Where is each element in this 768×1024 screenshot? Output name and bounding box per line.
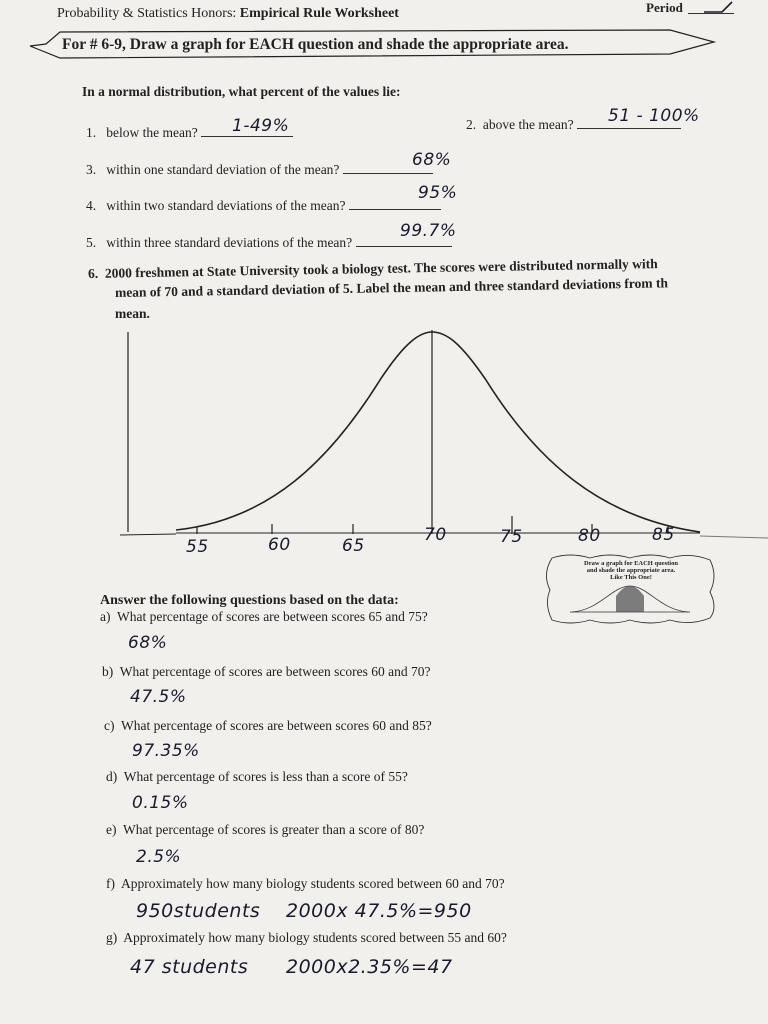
subquestion-letter: b): [102, 664, 114, 679]
question-text: within one standard deviation of the mean?: [106, 162, 340, 177]
question-text: below the mean?: [106, 125, 198, 140]
subquestion-text: Approximately how many biology students scored between 60 and 70?: [121, 876, 505, 891]
subquestion-letter: a): [100, 609, 111, 624]
worksheet-header: [57, 6, 399, 22]
banner-instruction: For # 6-9, Draw a graph for EACH question and shade the appropriate area.: [62, 36, 569, 53]
question-number: 5.: [86, 235, 97, 250]
answer-2: 51 - 100%: [608, 106, 700, 126]
axis-label-75: 75: [500, 527, 523, 547]
answer-f: 950students: [136, 900, 261, 922]
answer-g: 47 students: [130, 956, 249, 978]
subquestion-letter: f): [106, 876, 115, 891]
answer-4: 95%: [418, 183, 458, 203]
intro-prompt: In a normal distribution, what percent of the values lie:: [82, 84, 401, 99]
question-text: above the mean?: [482, 117, 574, 132]
work-f: 2000x 47.5%=950: [286, 900, 472, 922]
subquestion-a: [100, 609, 428, 625]
subquestion-f: [106, 876, 505, 892]
question-3: [86, 159, 433, 178]
period-label: Period: [646, 0, 683, 15]
subquestion-g: [106, 930, 507, 946]
axis-label-80: 80: [578, 526, 601, 546]
answer-d: 0.15%: [132, 793, 189, 813]
subquestion-text: What percentage of scores are between scores 60 and 85?: [121, 718, 432, 733]
question-number: 4.: [86, 198, 97, 213]
axis-label-55: 55: [186, 537, 209, 557]
axis-label-65: 65: [342, 536, 365, 556]
answer-3: 68%: [412, 150, 452, 170]
subquestion-text: What percentage of scores is less than a score of 55?: [123, 769, 408, 784]
answer-heading: Answer the following questions based on the data:: [100, 593, 399, 608]
question-number: 6.: [87, 265, 99, 281]
question-text: 2000 freshmen at State University took a biology test. The scores were distributed normally with: [104, 256, 658, 281]
subquestion-text: What percentage of scores are between scores 65 and 75?: [117, 609, 428, 624]
subquestion-e: [106, 822, 424, 838]
example-caption-line-3: Like This One!: [610, 574, 652, 581]
example-caption-line-1: Draw a graph for EACH question: [584, 560, 678, 567]
subquestion-d: [106, 769, 408, 785]
question-6-line-3: mean.: [115, 306, 150, 321]
question-number: 2.: [466, 117, 477, 132]
worksheet-title: Empirical Rule Worksheet: [239, 6, 399, 21]
subquestion-c: [104, 718, 432, 734]
answer-c: 97.35%: [132, 741, 200, 761]
subquestion-letter: d): [106, 769, 118, 784]
subquestion-text: What percentage of scores are between scores 60 and 70?: [119, 664, 431, 679]
subquestion-letter: e): [106, 822, 117, 837]
question-number: 3.: [86, 162, 97, 177]
course-name: Probability & Statistics Honors:: [57, 6, 237, 21]
work-g: 2000x2.35%=47: [286, 956, 453, 978]
question-text: within three standard deviations of the mean?: [106, 235, 353, 250]
answer-5: 99.7%: [400, 221, 457, 241]
axis-label-70: 70: [424, 525, 447, 545]
subquestion-letter: c): [104, 718, 115, 733]
axis-label-85: 85: [652, 525, 675, 545]
question-6-line-2: mean of 70 and a standard deviation of 5. Label the mean and three standard deviations from th: [114, 275, 669, 300]
period-mark: [700, 0, 740, 16]
answer-a: 68%: [128, 633, 168, 653]
subquestion-text: What percentage of scores is greater than a score of 80?: [123, 822, 425, 837]
example-box-caption: [551, 560, 711, 581]
subquestion-text: Approximately how many biology students scored between 55 and 60?: [123, 930, 507, 945]
question-5: [86, 232, 452, 251]
bell-curve-graph: [0, 320, 768, 560]
axis-label-60: 60: [268, 535, 291, 555]
example-caption-line-2: and shade the appropriate area.: [586, 567, 676, 574]
question-number: 1.: [86, 125, 97, 140]
answer-1: 1-49%: [232, 116, 290, 136]
question-text: within two standard deviations of the mean?: [106, 198, 346, 213]
subquestion-letter: g): [106, 930, 118, 945]
question-4: [86, 195, 441, 214]
answer-e: 2.5%: [136, 847, 182, 867]
answer-b: 47.5%: [130, 687, 187, 707]
subquestion-b: [102, 664, 431, 680]
normal-curve: [176, 332, 700, 532]
